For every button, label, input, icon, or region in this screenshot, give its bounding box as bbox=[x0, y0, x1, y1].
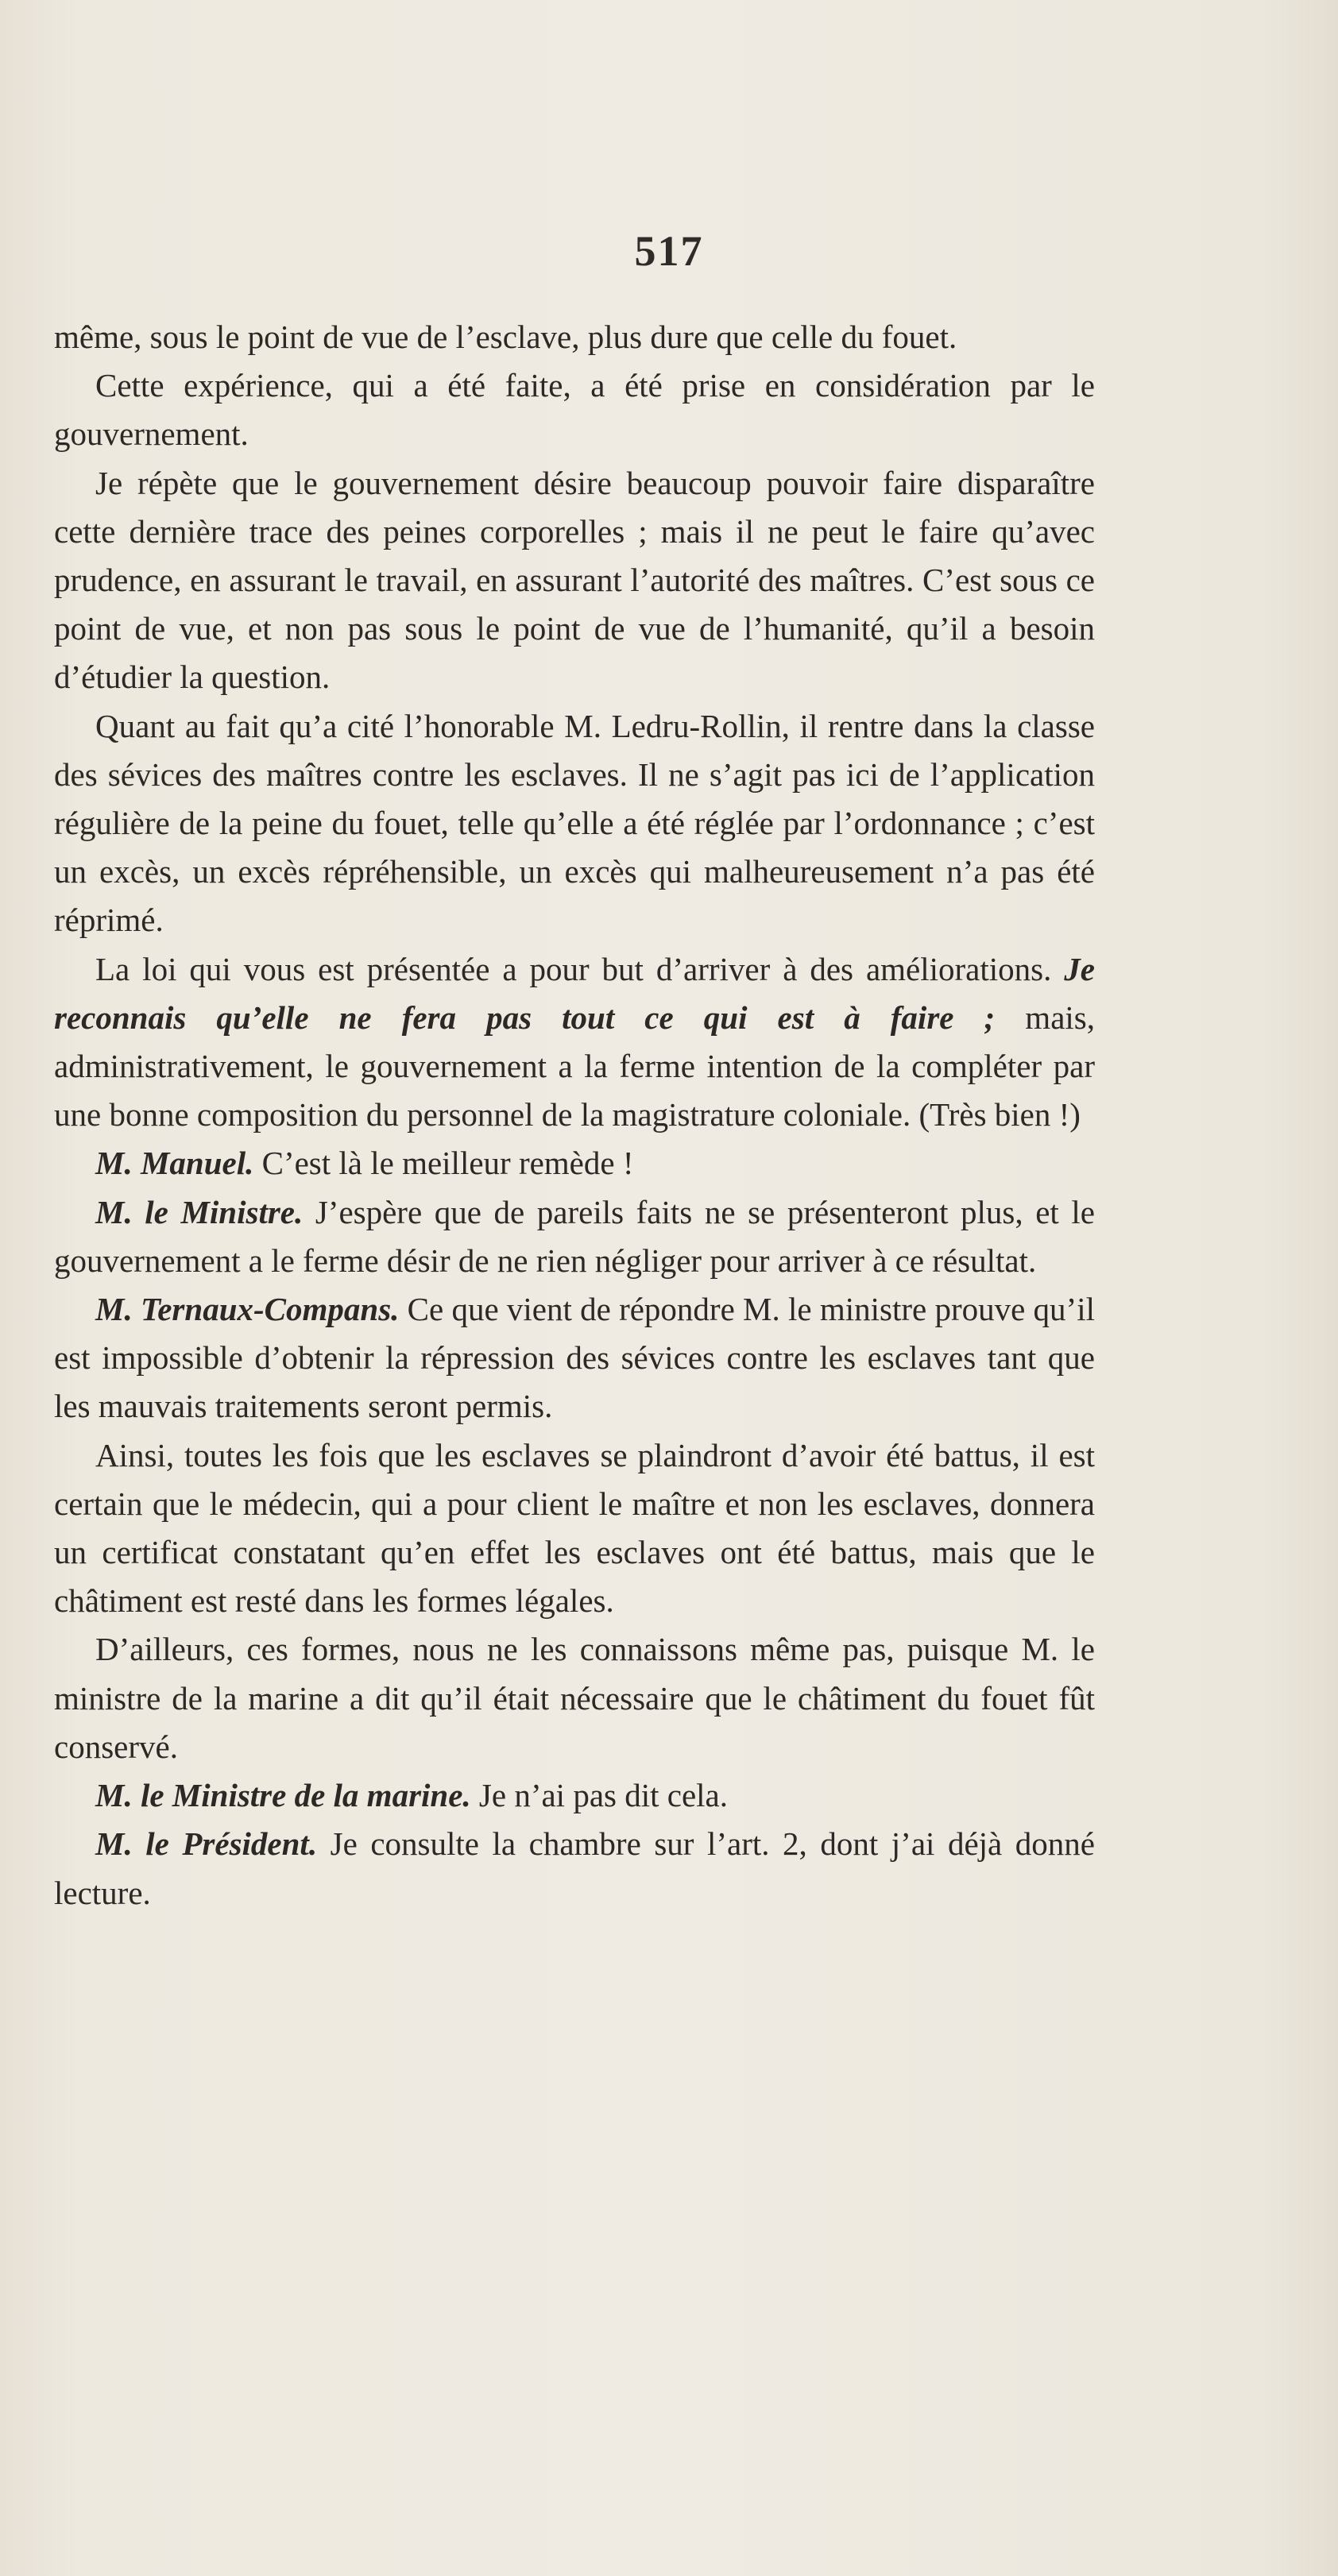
paragraph-text: La loi qui vous est présentée a pour but d’arriver à des améliorations. bbox=[95, 950, 1065, 987]
speech-text: C’est là le meilleur remède ! bbox=[253, 1145, 634, 1182]
dialogue-paragraph bbox=[54, 1285, 1095, 1431]
speech-text: Je consulte la chambre sur l’art. 2, dont j’ai déjà donné lecture. bbox=[54, 1825, 1095, 1911]
speaker-name: M. le Ministre. bbox=[95, 1193, 304, 1230]
speech-text: Ce que vient de répondre M. le ministre prouve qu’il est impossible d’obtenir la répression des sévices contre les esclaves tant que les mauvais traitements seront permis. bbox=[54, 1291, 1095, 1425]
paragraph bbox=[54, 361, 1095, 458]
paragraph-text: Je répète que le gouvernement désire beaucoup pouvoir faire disparaître cette dernière trace des peines corporelles ; mais il ne peut le faire qu’avec prudence, en assurant le travail, en assurant l’autorité des maîtres. C’est sous ce point de vue, et non pas sous le point de vue de l’humanité, qu’il a besoin d’étudier la question. bbox=[54, 464, 1095, 696]
speaker-name: M. Ternaux-Compans. bbox=[95, 1291, 400, 1328]
speech-text: Je n’ai pas dit cela. bbox=[470, 1777, 728, 1814]
speech-text: J’espère que de pareils faits ne se présenteront plus, et le gouvernement a le ferme désir de ne rien négliger pour arriver à ce résultat. bbox=[54, 1193, 1095, 1279]
dialogue-paragraph bbox=[54, 1139, 1095, 1188]
paragraph-text: Quant au fait qu’a cité l’honorable M. Ledru-Rollin, il rentre dans la classe des sévices des maîtres contre les esclaves. Il ne s’agit pas ici de l’application régulière de la peine du fouet, telle qu’elle a été réglée par l’ordonnance ; c’est un excès, un excès répréhensible, un excès qui malheureusement n’a pas été réprimé. bbox=[54, 707, 1095, 939]
paragraph-text: même, sous le point de vue de l’esclave, plus dure que celle du fouet. bbox=[54, 319, 957, 355]
speaker-name: M. le Président. bbox=[95, 1825, 318, 1863]
paragraph-text: Ainsi, toutes les fois que les esclaves se plaindront d’avoir été battus, il est certain que le médecin, qui a pour client le maître et non les esclaves, donnera un certificat constatant qu’en effet les esclaves ont été battus, mais que le châtiment est resté dans les formes légales. bbox=[54, 1436, 1095, 1620]
paragraph bbox=[54, 945, 1095, 1140]
paragraph bbox=[54, 459, 1095, 702]
paragraph bbox=[54, 313, 1095, 361]
dialogue-paragraph bbox=[54, 1188, 1095, 1285]
paragraph bbox=[54, 702, 1095, 945]
paragraph bbox=[54, 1431, 1095, 1626]
body-text bbox=[54, 313, 1095, 1918]
dialogue-paragraph bbox=[54, 1771, 1095, 1820]
paragraph bbox=[54, 1625, 1095, 1771]
paragraph-text: D’ailleurs, ces formes, nous ne les connaissons même pas, puisque M. le ministre de la marine a dit qu’il était nécessaire que le châtiment du fouet fût conservé. bbox=[54, 1631, 1095, 1765]
speaker-name: M. Manuel. bbox=[95, 1145, 254, 1182]
dialogue-paragraph bbox=[54, 1820, 1095, 1917]
page-number: 517 bbox=[634, 227, 704, 275]
emphasized-text: Je reconnais qu’elle ne fera pas tout ce qui est à faire ; bbox=[54, 950, 1095, 1036]
paragraph-text: Cette expérience, qui a été faite, a été prise en considération par le gouvernement. bbox=[54, 367, 1095, 453]
paragraph-text: mais, administrativement, le gouvernement a la ferme intention de la compléter par une bonne composition du personnel de la magistrature coloniale. (Très bien !) bbox=[54, 998, 1095, 1134]
speaker-name: M. le Ministre de la marine. bbox=[95, 1777, 471, 1814]
